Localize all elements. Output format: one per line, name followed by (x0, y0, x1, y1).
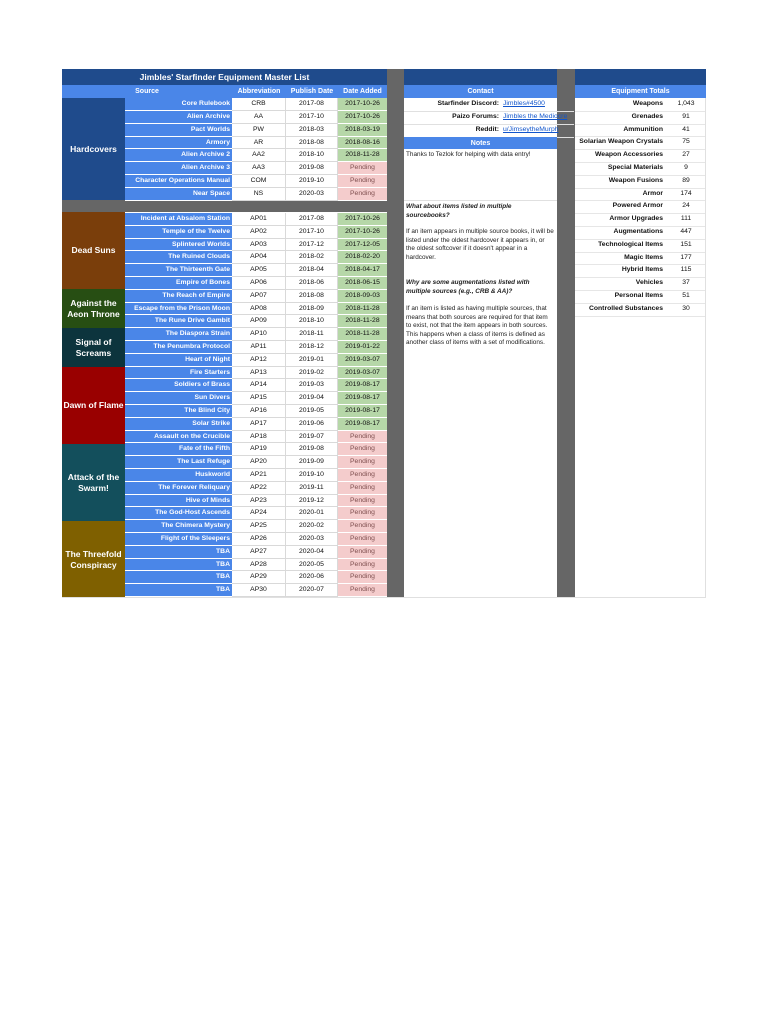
date-added-cell: 2019-01-22 (338, 341, 387, 354)
abbreviation-cell: AP02 (232, 226, 286, 239)
publish-date-cell: 2018-02 (286, 251, 338, 264)
totals-label: Controlled Substances (588, 304, 663, 312)
date-added-cell: 2019-08-17 (338, 392, 387, 405)
contact-label: Starfinder Discord: (437, 100, 499, 107)
abbreviation-cell: AP10 (232, 328, 286, 341)
table-row (125, 431, 387, 444)
date-added-cell: 2018-11-28 (338, 328, 387, 341)
source-cell: Alien Archive (125, 111, 232, 124)
table-row (125, 520, 387, 533)
publish-date-cell: 2018-10 (286, 315, 338, 328)
date-added-cell: 2019-03-07 (338, 354, 387, 367)
totals-value: 111 (680, 215, 692, 223)
table-row (125, 226, 387, 239)
publish-date-cell: 2019-05 (286, 405, 338, 418)
table-row (125, 111, 387, 124)
source-cell: Core Rulebook (125, 98, 232, 111)
status-pending: Pending (338, 495, 387, 508)
status-pending: Pending (338, 571, 387, 584)
abbreviation-cell: AP08 (232, 303, 286, 316)
abbreviation-cell: CRB (232, 98, 286, 111)
table-row (125, 469, 387, 482)
abbreviation-cell: AP07 (232, 290, 286, 303)
table-row (125, 584, 387, 597)
source-cell: TBA (125, 559, 232, 572)
totals-label: Special Materials (607, 164, 663, 171)
table-row (125, 495, 387, 508)
right-edge (705, 98, 706, 598)
contact-label: Paizo Forums: (452, 113, 499, 120)
contact-row-forums (404, 111, 574, 125)
publish-date-cell: 2020-05 (286, 559, 338, 572)
totals-value: 27 (682, 151, 690, 159)
totals-value: 89 (682, 176, 690, 184)
table-row (125, 98, 387, 111)
source-cell: The God-Host Ascends (125, 507, 232, 520)
publish-date-cell: 2019-10 (286, 469, 338, 482)
table-row (125, 571, 387, 584)
publish-date-cell: 2019-04 (286, 392, 338, 405)
publish-date-cell: 2018-11 (286, 328, 338, 341)
publish-date-cell: 2019-03 (286, 379, 338, 392)
table-row (125, 149, 387, 162)
publish-date-cell: 2019-10 (286, 175, 338, 188)
totals-label: Weapons (632, 100, 663, 107)
abbreviation-cell: AP26 (232, 533, 286, 546)
date-added-cell: 2018-09-03 (338, 290, 387, 303)
abbreviation-cell: AP01 (232, 213, 286, 226)
totals-row (575, 124, 706, 138)
publish-date-cell: 2020-03 (286, 188, 338, 201)
status-pending: Pending (338, 546, 387, 559)
publish-date-cell: 2020-04 (286, 546, 338, 559)
date-added-cell: 2019-08-17 (338, 405, 387, 418)
bottom-edge (62, 597, 706, 598)
notes-question-1: What about items listed in multiple sourcebooks? (406, 203, 512, 219)
group-the-threefold-conspiracy: The Threefold Conspiracy (62, 521, 125, 598)
source-cell: Alien Archive 3 (125, 162, 232, 175)
source-cell: Soldiers of Brass (125, 379, 232, 392)
source-cell: Assault on the Crucible (125, 431, 232, 444)
table-row (125, 124, 387, 137)
table-row (125, 405, 387, 418)
reddit-link[interactable]: u/JimseytheMurph (503, 126, 559, 133)
abbreviation-cell: AR (232, 137, 286, 150)
abbreviation-cell: AP11 (232, 341, 286, 354)
publish-date-cell: 2019-11 (286, 482, 338, 495)
abbreviation-cell: AP27 (232, 546, 286, 559)
header-publish-date: Publish Date (286, 85, 338, 98)
status-pending: Pending (338, 507, 387, 520)
publish-date-cell: 2018-08 (286, 137, 338, 150)
totals-label: Weapon Fusions (608, 176, 663, 184)
source-cell: The Ruined Clouds (125, 251, 232, 264)
totals-row (575, 226, 706, 240)
totals-title-bar (575, 69, 706, 85)
table-row (125, 418, 387, 431)
source-cell: TBA (125, 546, 232, 559)
header-equipment-totals: Equipment Totals (575, 85, 706, 98)
source-cell: Character Operations Manual (125, 175, 232, 188)
totals-label: Vehicles (635, 279, 663, 287)
forums-link[interactable]: Jimbles the Mediocre (503, 113, 568, 120)
abbreviation-cell: AP24 (232, 507, 286, 520)
group-signal-of-screams: Signal of Screams (62, 328, 125, 367)
header-abbreviation: Abbreviation (232, 85, 286, 98)
abbreviation-cell: AP06 (232, 277, 286, 290)
publish-date-cell: 2020-01 (286, 507, 338, 520)
abbreviation-cell: AP03 (232, 239, 286, 252)
table-row (125, 175, 387, 188)
date-added-cell: 2018-02-20 (338, 251, 387, 264)
publish-date-cell: 2020-07 (286, 584, 338, 597)
status-pending: Pending (338, 162, 387, 175)
totals-row (575, 290, 706, 304)
totals-row (575, 98, 706, 112)
totals-row (575, 136, 706, 150)
totals-value: 75 (682, 138, 690, 146)
date-added-cell: 2018-11-28 (338, 303, 387, 316)
table-row (125, 328, 387, 341)
totals-value: 1,043 (677, 100, 695, 107)
date-added-cell: 2018-11-28 (338, 315, 387, 328)
abbreviation-cell: PW (232, 124, 286, 137)
abbreviation-cell: AP15 (232, 392, 286, 405)
status-pending: Pending (338, 584, 387, 597)
source-cell: Flight of the Sleepers (125, 533, 232, 546)
totals-row (575, 188, 706, 202)
totals-value: 91 (682, 112, 690, 120)
status-pending: Pending (338, 559, 387, 572)
table-row (125, 456, 387, 469)
publish-date-cell: 2019-07 (286, 431, 338, 444)
table-row (125, 315, 387, 328)
abbreviation-cell: COM (232, 175, 286, 188)
date-added-cell: 2018-11-28 (338, 149, 387, 162)
publish-date-cell: 2019-08 (286, 443, 338, 456)
publish-date-cell: 2018-04 (286, 264, 338, 277)
header-notes: Notes (404, 137, 557, 149)
source-cell: Hive of Minds (125, 495, 232, 508)
table-row (125, 482, 387, 495)
totals-value: 30 (682, 304, 690, 312)
source-cell: Heart of Night (125, 354, 232, 367)
table-row (125, 379, 387, 392)
table-row (125, 290, 387, 303)
contact-row-discord (404, 98, 574, 112)
totals-value: 151 (680, 240, 692, 248)
source-cell: Solar Strike (125, 418, 232, 431)
abbreviation-cell: AP22 (232, 482, 286, 495)
totals-row (575, 264, 706, 278)
table-row (125, 392, 387, 405)
totals-row (575, 252, 706, 266)
publish-date-cell: 2017-12 (286, 239, 338, 252)
abbreviation-cell: AP25 (232, 520, 286, 533)
abbreviation-cell: AP05 (232, 264, 286, 277)
table-row (125, 303, 387, 316)
totals-label: Ammunition (623, 125, 663, 133)
notes-answer-2: If an item is listed as having multiple sources, that means that both sources are required for that item to exist, not that the item appears in both sources. This happens when a class of items is defined as another class of items with a set of modifications. (406, 305, 548, 347)
totals-row (575, 175, 706, 189)
publish-date-cell: 2017-10 (286, 226, 338, 239)
abbreviation-cell: AP13 (232, 367, 286, 380)
header-contact: Contact (404, 85, 557, 98)
source-cell: Incident at Absalom Station (125, 213, 232, 226)
separator-row (62, 200, 387, 212)
discord-link[interactable]: Jimbles#4500 (503, 100, 545, 107)
group-dawn-of-flame: Dawn of Flame (62, 367, 125, 444)
notes-thanks: Thanks to Tezlok for helping with data entry! (406, 151, 531, 158)
totals-row (575, 303, 706, 317)
totals-row (575, 213, 706, 227)
source-cell: The Forever Reliquary (125, 482, 232, 495)
status-pending: Pending (338, 520, 387, 533)
totals-row (575, 162, 706, 176)
source-cell: TBA (125, 584, 232, 597)
table-row (125, 213, 387, 226)
abbreviation-cell: AA2 (232, 149, 286, 162)
publish-date-cell: 2018-06 (286, 277, 338, 290)
publish-date-cell: 2020-02 (286, 520, 338, 533)
date-added-cell: 2017-10-26 (338, 226, 387, 239)
notes-answer-1: If an item appears in multiple source books, it will be listed under the oldest hardcover it appears in, or the oldest softcover if it doesn't appear in a hardcover. (406, 228, 554, 261)
table-row (125, 546, 387, 559)
status-pending: Pending (338, 482, 387, 495)
source-cell: The Rune Drive Gambit (125, 315, 232, 328)
source-cell: Armory (125, 137, 232, 150)
header-date-added: Date Added (338, 85, 387, 98)
status-pending: Pending (338, 431, 387, 444)
table-row (125, 354, 387, 367)
source-cell: The Thirteenth Gate (125, 264, 232, 277)
abbreviation-cell: AP28 (232, 559, 286, 572)
totals-label: Magic Items (624, 253, 663, 261)
totals-label: Grenades (631, 112, 663, 120)
totals-label: Personal Items (614, 292, 663, 299)
date-added-cell: 2017-10-26 (338, 98, 387, 111)
table-row (125, 559, 387, 572)
abbreviation-cell: AP14 (232, 379, 286, 392)
totals-row (575, 277, 706, 291)
publish-date-cell: 2017-10 (286, 111, 338, 124)
publish-date-cell: 2020-06 (286, 571, 338, 584)
status-pending: Pending (338, 443, 387, 456)
date-added-cell: 2017-12-05 (338, 239, 387, 252)
totals-value: 37 (682, 279, 690, 287)
abbreviation-cell: AP30 (232, 584, 286, 597)
table-row (125, 443, 387, 456)
publish-date-cell: 2018-08 (286, 290, 338, 303)
sheet-title: Jimbles' Starfinder Equipment Master List (62, 69, 387, 85)
publish-date-cell: 2018-12 (286, 341, 338, 354)
table-row (125, 264, 387, 277)
source-cell: The Blind City (125, 405, 232, 418)
date-added-cell: 2019-08-17 (338, 379, 387, 392)
totals-value: 24 (682, 202, 690, 210)
source-cell: The Penumbra Protocol (125, 341, 232, 354)
contact-row-reddit (404, 124, 574, 138)
table-row (125, 533, 387, 546)
totals-label: Powered Armor (612, 202, 663, 210)
notes-divider (404, 200, 557, 201)
abbreviation-cell: AA (232, 111, 286, 124)
status-pending: Pending (338, 533, 387, 546)
notes-question-2: Why are some augmentations listed with multiple sources (e.g., CRB & AA)? (406, 279, 530, 295)
abbreviation-cell: AA3 (232, 162, 286, 175)
totals-row (575, 111, 706, 125)
date-added-cell: 2017-10-26 (338, 213, 387, 226)
abbreviation-cell: AP20 (232, 456, 286, 469)
publish-date-cell: 2018-10 (286, 149, 338, 162)
contact-title-bar (404, 69, 557, 85)
source-cell: Sun Divers (125, 392, 232, 405)
status-pending: Pending (338, 456, 387, 469)
date-added-cell: 2019-03-07 (338, 367, 387, 380)
totals-row (575, 200, 706, 214)
date-added-cell: 2018-04-17 (338, 264, 387, 277)
header-source: Source (62, 85, 232, 98)
totals-label: Armor Upgrades (609, 215, 663, 223)
publish-date-cell: 2017-08 (286, 213, 338, 226)
date-added-cell: 2019-08-17 (338, 418, 387, 431)
source-cell: Fire Starters (125, 367, 232, 380)
group-attack-of-the-swarm: Attack of the Swarm! (62, 444, 125, 521)
table-row (125, 341, 387, 354)
table-row (125, 251, 387, 264)
source-cell: Splintered Worlds (125, 239, 232, 252)
totals-label: Armor (642, 189, 663, 197)
publish-date-cell: 2020-03 (286, 533, 338, 546)
publish-date-cell: 2019-02 (286, 367, 338, 380)
group-dead-suns: Dead Suns (62, 212, 125, 289)
publish-date-cell: 2018-09 (286, 303, 338, 316)
source-cell: Huskworld (125, 469, 232, 482)
source-cell: Alien Archive 2 (125, 149, 232, 162)
source-cell: Empire of Bones (125, 277, 232, 290)
group-against-the-aeon-throne: Against the Aeon Throne (62, 289, 125, 328)
abbreviation-cell: NS (232, 188, 286, 201)
abbreviation-cell: AP12 (232, 354, 286, 367)
publish-date-cell: 2017-08 (286, 98, 338, 111)
abbreviation-cell: AP17 (232, 418, 286, 431)
totals-row (575, 149, 706, 163)
source-cell: The Reach of Empire (125, 290, 232, 303)
source-cell: Escape from the Prison Moon (125, 303, 232, 316)
source-cell: The Chimera Mystery (125, 520, 232, 533)
abbreviation-cell: AP09 (232, 315, 286, 328)
source-cell: The Diaspora Strain (125, 328, 232, 341)
table-row (125, 137, 387, 150)
publish-date-cell: 2018-03 (286, 124, 338, 137)
source-cell: The Last Refuge (125, 456, 232, 469)
status-pending: Pending (338, 188, 387, 201)
table-row (125, 507, 387, 520)
source-cell: Pact Worlds (125, 124, 232, 137)
group-hardcovers: Hardcovers (62, 98, 125, 200)
gap-column-2 (557, 69, 575, 598)
abbreviation-cell: AP29 (232, 571, 286, 584)
publish-date-cell: 2019-01 (286, 354, 338, 367)
abbreviation-cell: AP16 (232, 405, 286, 418)
totals-row (575, 239, 706, 253)
source-cell: Near Space (125, 188, 232, 201)
totals-label: Technological Items (598, 240, 663, 248)
totals-label: Weapon Accessories (595, 151, 663, 159)
table-row (125, 277, 387, 290)
abbreviation-cell: AP04 (232, 251, 286, 264)
date-added-cell: 2018-08-16 (338, 137, 387, 150)
table-row (125, 239, 387, 252)
date-added-cell: 2018-06-15 (338, 277, 387, 290)
totals-value: 174 (680, 189, 692, 197)
totals-value: 9 (684, 164, 688, 171)
source-cell: Temple of the Twelve (125, 226, 232, 239)
abbreviation-cell: AP21 (232, 469, 286, 482)
abbreviation-cell: AP18 (232, 431, 286, 444)
abbreviation-cell: AP19 (232, 443, 286, 456)
table-row (125, 162, 387, 175)
totals-label: Solarian Weapon Crystals (579, 138, 663, 146)
publish-date-cell: 2019-08 (286, 162, 338, 175)
publish-date-cell: 2019-12 (286, 495, 338, 508)
totals-value: 115 (680, 266, 692, 274)
source-cell: TBA (125, 571, 232, 584)
date-added-cell: 2017-10-26 (338, 111, 387, 124)
status-pending: Pending (338, 175, 387, 188)
date-added-cell: 2018-03-19 (338, 124, 387, 137)
totals-value: 41 (682, 125, 690, 133)
totals-value: 447 (680, 228, 692, 235)
status-pending: Pending (338, 469, 387, 482)
table-row (125, 367, 387, 380)
abbreviation-cell: AP23 (232, 495, 286, 508)
totals-value: 51 (682, 292, 690, 299)
totals-label: Hybrid Items (621, 266, 663, 274)
table-row (125, 188, 387, 201)
source-cell: Fate of the Fifth (125, 443, 232, 456)
totals-value: 177 (680, 253, 692, 261)
publish-date-cell: 2019-09 (286, 456, 338, 469)
contact-label: Reddit: (475, 126, 499, 133)
gap-column-1 (387, 69, 404, 598)
totals-label: Augmentations (613, 228, 663, 235)
publish-date-cell: 2019-06 (286, 418, 338, 431)
